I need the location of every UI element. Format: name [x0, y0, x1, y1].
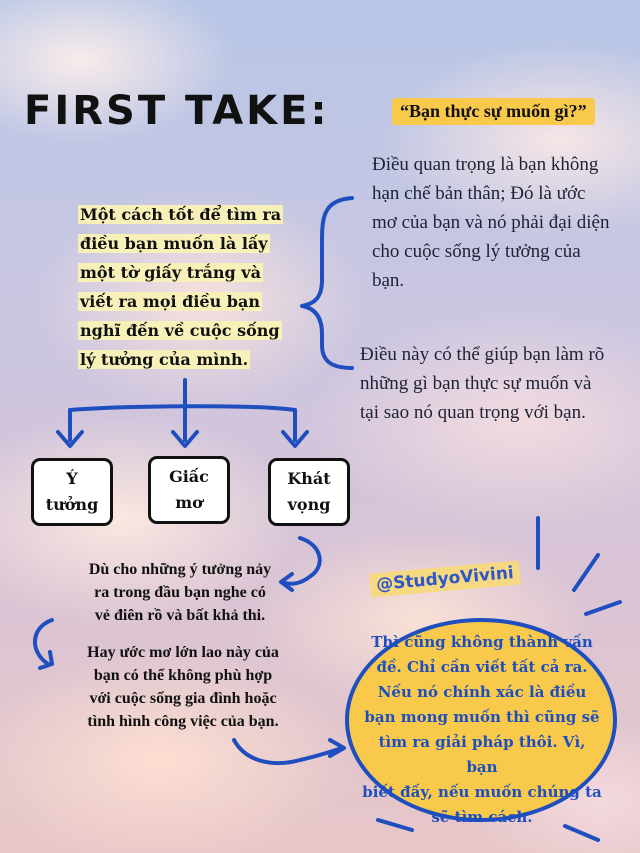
main-paragraph-line: viết ra mọi điều bạn [80, 292, 260, 311]
right-paragraph-2: Điều này có thể giúp bạn làm rõ những gì bạn thực sự muốn và tại sao nó quan trọng với bạn. [360, 344, 605, 423]
main-paragraph-line: lý tưởng của mình. [80, 350, 249, 369]
page-title: FIRST TAKE: [24, 88, 330, 134]
right-paragraph-1: Điều quan trọng là bạn không hạn chế bản thân; Đó là ước mơ của bạn và nó phải đại diện cho cuộc sống lý tưởng của bạn. [372, 154, 610, 291]
answer-circle-text: Thì cũng không thành vấn đề. Chỉ cần viết tất cả ra. Nếu nó chính xác là điều bạn mong muốn thì cũng sẽ tìm ra giải pháp thôi. Vì, bạn biết đấy, nếu muốn chúng ta sẽ tìm cách. [362, 633, 602, 826]
note-crazy-ideas-text: Dù cho những ý tưởng nảy ra trong đầu bạn nghe có vẻ điên rồ và bất khả thi. [88, 561, 272, 624]
main-paragraph-line: Một cách tốt để tìm ra [80, 205, 282, 224]
main-paragraph-line: điều bạn muốn là lấy [80, 234, 268, 253]
burst-stroke [586, 602, 620, 614]
aspiration-box-label: Khát vọng [287, 469, 331, 514]
main-paragraph-line: nghĩ đến về cuộc sống [80, 321, 280, 340]
burst-stroke [574, 555, 598, 590]
curly-brace [302, 198, 352, 368]
author-handle: @StudyoVivini [369, 561, 520, 598]
question-badge: “Bạn thực sự muốn gì?” [392, 98, 595, 125]
dream-box-label: Giấc mơ [169, 467, 209, 512]
idea-box-label: Ý tưởng [45, 469, 99, 514]
tree-branch [70, 406, 295, 410]
note-big-dream-text: Hay ước mơ lớn lao này của bạn có thể không phù hợp với cuộc sống gia đình hoặc tình hình công việc của bạn. [87, 644, 279, 730]
arrow-to-circle [234, 740, 342, 763]
main-paragraph-line: một tờ giấy trắng và [80, 263, 261, 282]
